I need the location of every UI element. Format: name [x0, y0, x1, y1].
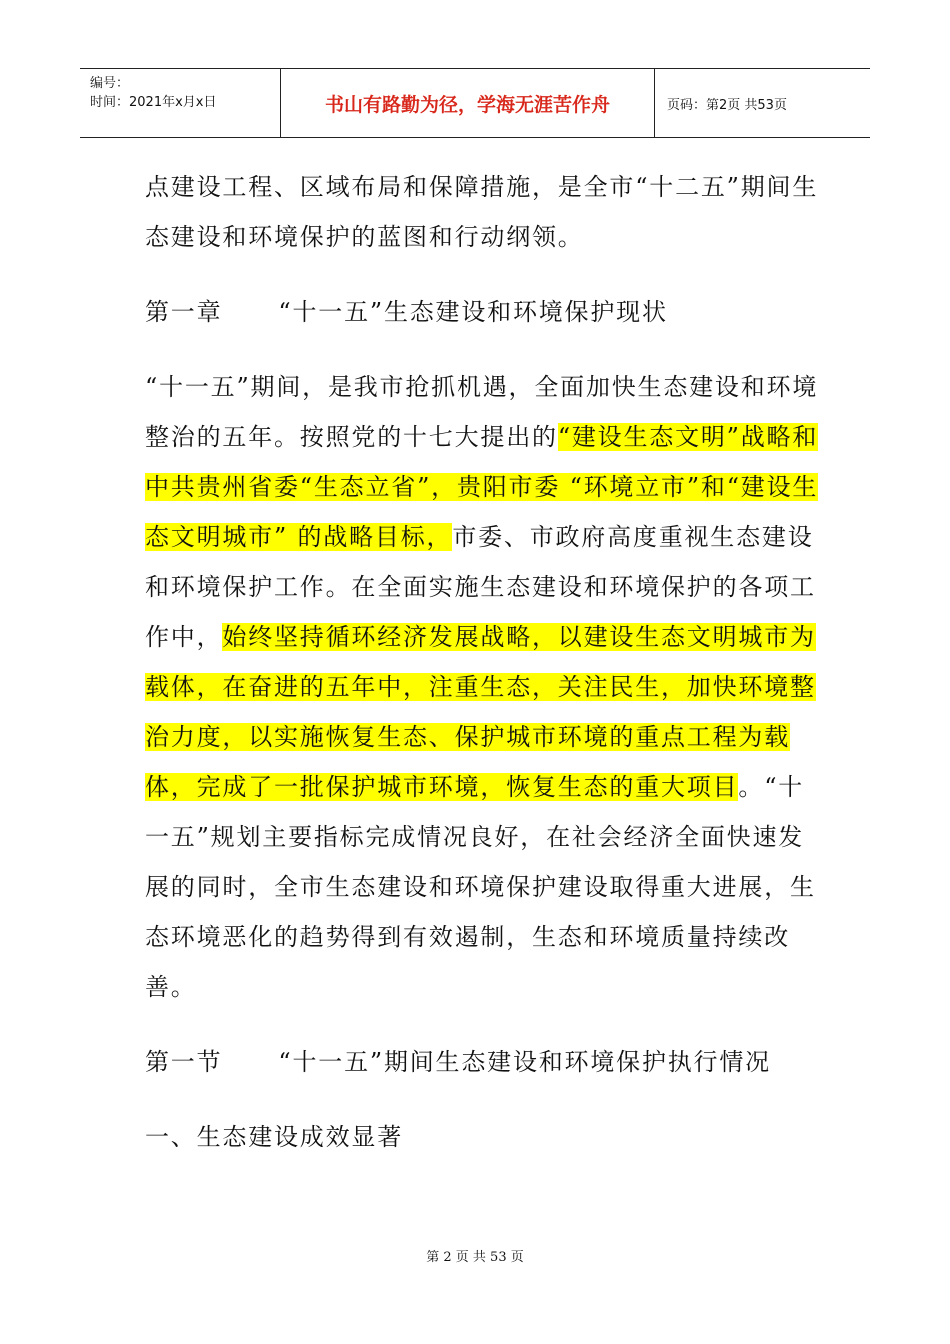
number-label: 编号：	[90, 76, 130, 91]
paragraph-status	[145, 362, 825, 1012]
chapter-title: “十一五”生态建设和环境保护现状	[278, 298, 668, 326]
time-label: 时间：2021年x月x日	[90, 95, 217, 110]
chapter-label: 第一章	[145, 298, 223, 326]
highlight-achievements: 始终坚持循环经济发展战略，以建设生态文明城市为载体，在奋进的五年中，注重生态，关注民生，加快环境整治力度，以实施恢复生态、保护城市环境的重点工程为载体，完成了一批保护城市环境，恢复生态的重大项目	[145, 623, 816, 801]
header-meta	[80, 69, 281, 137]
page-header	[80, 68, 870, 138]
paragraph-status-part3: 。“十一五”规划主要指标完成情况良好，在社会经济全面快速发展的同时，全市生态建设和环境保护建设取得重大进展，生态环境恶化的趋势得到有效遏制，生态和环境质量持续改善。	[145, 773, 816, 1001]
section-heading	[145, 1037, 825, 1087]
section-title: “十一五”期间生态建设和环境保护执行情况	[278, 1048, 771, 1076]
chapter-heading	[145, 287, 825, 337]
subsection-heading: 一、生态建设成效显著	[145, 1123, 403, 1151]
paragraph-intro: 点建设工程、区域布局和保障措施，是全市“十二五”期间生态建设和环境保护的蓝图和行动纲领。	[145, 173, 819, 251]
header-motto: 书山有路勤为径，学海无涯苦作舟	[281, 69, 655, 137]
header-page-info: 页码：第2页 共53页	[667, 97, 787, 113]
highlight-strategy: “建设生态文明”战略和中共贵州省委“生态立省”，贵阳市委 “环境立市”和“建设生态文明城市” 的战略目标，	[145, 423, 819, 551]
section-label: 第一节	[145, 1048, 223, 1076]
paragraph-status-part1: “十一五”期间，是我市抢抓机遇，全面加快生态建设和环境整治的五年。按照党的十七大提出的	[145, 373, 819, 451]
page-footer: 第 2 页 共 53 页	[426, 1250, 524, 1265]
document-body	[145, 162, 825, 1162]
paragraph-status-part2: 市委、市政府高度重视生态建设和环境保护工作。在全面实施生态建设和环境保护的各项工作中，	[145, 523, 816, 651]
